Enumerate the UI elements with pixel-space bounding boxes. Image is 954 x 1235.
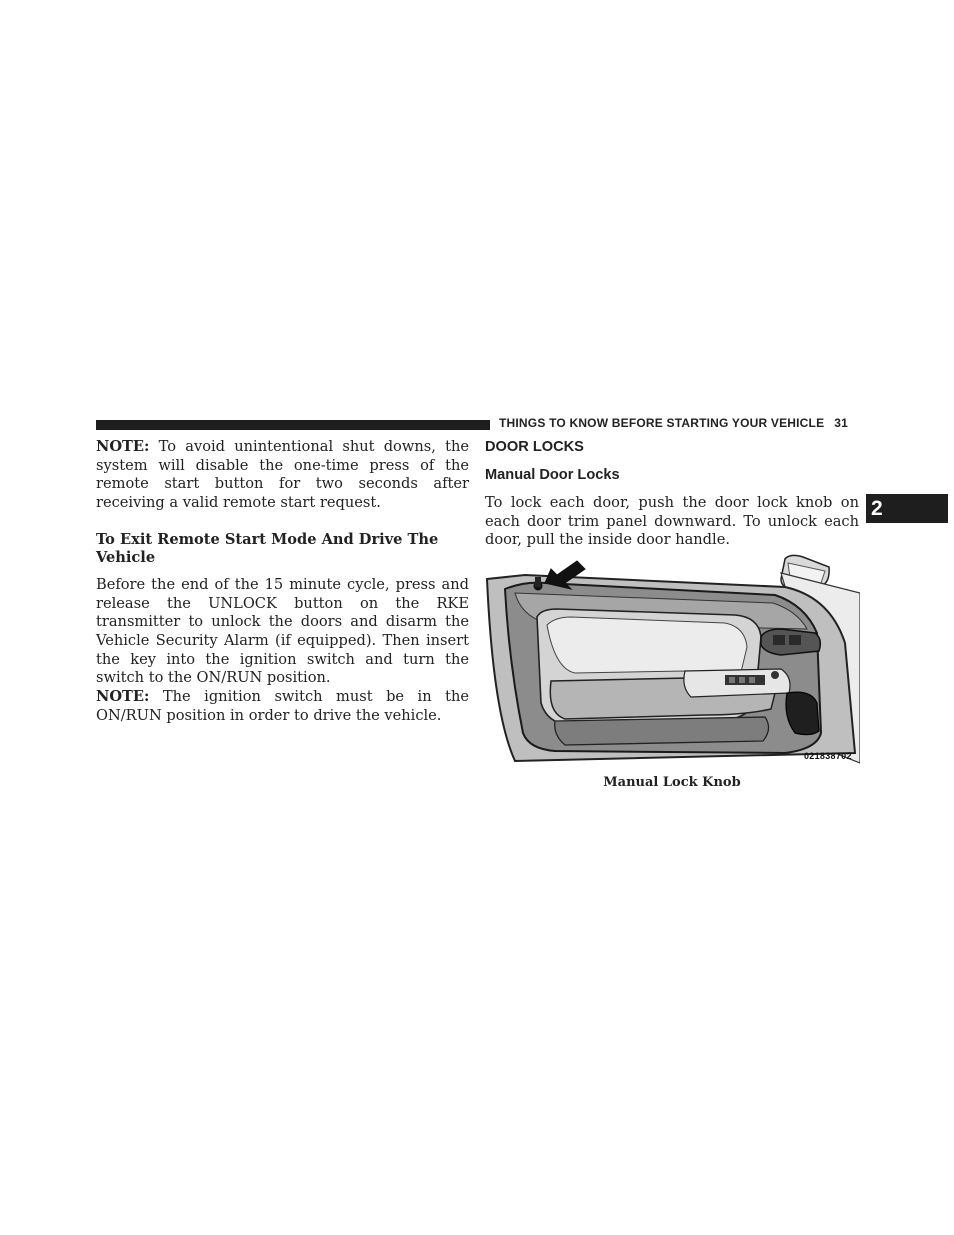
chapter-tab: 2	[866, 494, 948, 523]
note-text: The ignition switch must be in the ON/RUN position in order to drive the vehicle.	[96, 688, 469, 724]
right-column	[485, 438, 859, 550]
figure-caption: Manual Lock Knob	[603, 775, 741, 790]
left-column	[96, 438, 469, 725]
note-ignition	[96, 688, 469, 725]
figure-code: 021838702	[804, 751, 852, 761]
subsection-heading-manual-door-locks: Manual Door Locks	[485, 467, 620, 483]
note-remote-start	[96, 438, 469, 513]
header-rule	[96, 420, 490, 430]
note-text: To avoid unintentional shut downs, the system will disable the one-time press of the remote start button for two seconds after receiving a valid remote start request.	[96, 438, 469, 512]
subheading-exit-remote-start: To Exit Remote Start Mode And Drive The Vehicle	[96, 530, 439, 566]
page-number: 31	[834, 416, 849, 430]
paragraph-exit-remote-start: Before the end of the 15 minute cycle, press and release the UNLOCK button on the RKE transmitter to unlock the doors and disarm the Vehicle Security Alarm (if equipped). Then insert the key into the ignition switch and turn the switch to the ON/RUN position.	[96, 575, 469, 687]
paragraph-manual-door-locks: To lock each door, push the door lock knob on each door trim panel downward. To unlock each door, pull the inside door handle.	[485, 494, 859, 549]
door-panel-figure	[485, 553, 860, 769]
note-label: NOTE:	[96, 688, 150, 706]
section-title: THINGS TO KNOW BEFORE STARTING YOUR VEHICLE	[499, 416, 825, 430]
note-label: NOTE:	[96, 438, 150, 455]
running-header	[499, 416, 859, 430]
section-heading-door-locks: DOOR LOCKS	[485, 439, 584, 455]
door-panel-illustration	[485, 553, 860, 769]
